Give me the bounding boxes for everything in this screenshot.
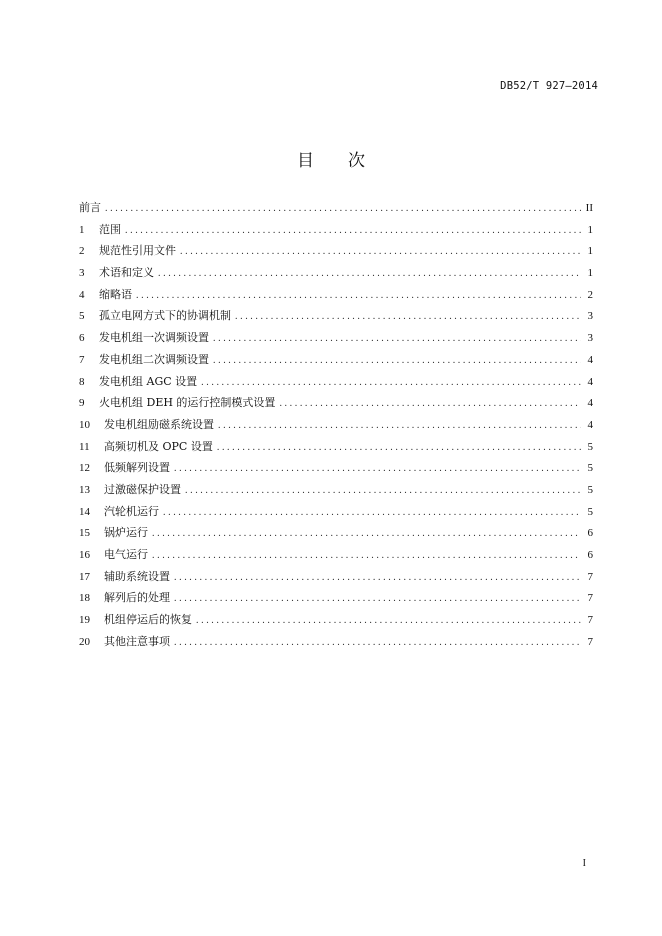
toc-entry-number: 10 [79,418,90,431]
toc-entry-number: 11 [79,440,90,453]
toc-entry-page: 7 [587,592,593,605]
toc-entry-5[interactable] [79,305,593,327]
toc-entry-number: 20 [79,635,90,648]
toc-entry-number: 4 [79,288,85,301]
toc-entry-number: 19 [79,614,90,627]
toc-entry-number: 9 [79,397,85,410]
toc-entry-label: 低频解列设置 [104,461,170,475]
toc-entry-number: 2 [79,245,85,258]
toc-leader-dots [125,220,581,241]
toc-entry-number: 6 [79,332,85,345]
toc-entry-20[interactable] [79,631,593,653]
toc-entry-label: 机组停运后的恢复 [104,613,192,627]
toc-entry-page: 6 [587,527,593,540]
toc-entry-page: 5 [587,505,593,518]
toc-entry-label: 解列后的处理 [104,591,170,605]
toc-entry-11[interactable] [79,436,593,458]
toc-entry-13[interactable] [79,479,593,501]
toc-entry-label: 发电机组二次调频设置 [99,352,209,366]
toc-entry-7[interactable] [79,349,593,371]
toc-leader-dots [174,458,581,479]
toc-entry-number: 18 [79,592,90,605]
toc-leader-dots [213,328,581,349]
toc-entry-page: 7 [587,614,593,627]
toc-entry-18[interactable] [79,587,593,609]
toc-leader-dots [279,393,581,414]
toc-entry-14[interactable] [79,501,593,523]
page-title-char-1: 目 [297,151,314,171]
toc-entry-label: 其他注意事项 [104,634,170,648]
toc-entry-1[interactable] [79,219,593,241]
toc-entry-page: 4 [587,397,593,410]
toc-leader-dots [180,241,581,262]
toc-entry-6[interactable] [79,327,593,349]
toc-entry-label: 孤立电网方式下的协调机制 [99,309,231,323]
toc-entry-page: 7 [587,635,593,648]
toc-entry-9[interactable] [79,392,593,414]
toc-entry-page: 3 [587,332,593,345]
toc-leader-dots [196,610,581,631]
toc-entry-label: 火电机组 DEH 的运行控制模式设置 [99,396,276,410]
toc-entry-16[interactable] [79,544,593,566]
toc-entry-page: 6 [587,549,593,561]
toc-entry-12[interactable] [79,457,593,479]
toc-entry-17[interactable] [79,566,593,588]
toc-entry-label: 前言 [79,201,101,214]
toc-entry-label: 规范性引用文件 [99,244,176,258]
toc-entry-page: 5 [587,440,593,453]
toc-leader-dots [218,415,581,436]
toc-leader-dots [158,263,581,284]
toc-entry-19[interactable] [79,609,593,631]
toc-leader-dots [185,480,581,501]
toc-entry-page: 2 [587,288,593,301]
page-title [0,146,662,171]
toc-entry-4[interactable] [79,284,593,306]
toc-leader-dots [174,567,581,588]
toc-entry-page: 5 [587,462,593,475]
toc-entry-number: 3 [79,267,85,280]
toc-entry-label: 高频切机及 OPC 设置 [104,439,213,453]
toc-entry-page: 3 [587,310,593,323]
toc-entry-label: 辅助系统设置 [104,569,170,583]
page-number: I [582,858,586,869]
toc-leader-dots [152,523,581,544]
toc-entry-page: 1 [587,245,593,258]
toc-leader-dots [201,372,581,393]
toc-entry-label: 锅炉运行 [104,526,148,540]
toc-entry-label: 缩略语 [99,287,132,301]
toc-entry-label: 过激磁保护设置 [104,482,181,496]
toc-entry-number: 15 [79,527,90,540]
toc-leader-dots [174,588,581,609]
toc-entry-page: 7 [587,570,593,583]
toc-entry-label: 汽轮机运行 [104,504,159,518]
toc-entry-page: 1 [587,267,593,280]
toc-entry-number: 16 [79,549,90,561]
toc-entry-label: 发电机组一次调频设置 [99,331,209,345]
toc-entry-2[interactable] [79,240,593,262]
toc-leader-dots [163,502,581,523]
page-title-char-2: 次 [348,151,365,171]
toc-entry-3[interactable] [79,262,593,284]
toc-entry-number: 7 [79,353,85,366]
toc-entry-number: 14 [79,505,90,518]
toc-entry-number: 5 [79,310,85,323]
toc-entry-label: 电气运行 [104,548,148,561]
toc-entry-number: 17 [79,570,90,583]
toc-entry-page: 1 [587,223,593,236]
toc-leader-dots [235,306,581,327]
toc-entry-label: 范围 [99,222,121,236]
toc-entry-page: II [585,202,593,214]
toc-entry-foreword[interactable] [79,197,593,219]
toc-leader-dots [217,437,581,458]
toc-entry-label: 术语和定义 [99,266,154,280]
toc-entry-page: 4 [587,418,593,431]
toc-entry-15[interactable] [79,522,593,544]
toc-entry-number: 8 [79,375,85,388]
toc-entry-number: 13 [79,483,90,496]
toc-leader-dots [152,545,581,566]
document-code: DB52/T 927—2014 [500,80,598,92]
toc-leader-dots [136,285,581,306]
toc-entry-page: 5 [587,483,593,496]
toc-leader-dots [105,198,581,219]
toc-entry-number: 1 [79,223,85,236]
toc-entry-page: 4 [587,375,593,388]
toc-entry-label: 发电机组 AGC 设置 [99,374,198,388]
toc-leader-dots [174,632,581,653]
toc-entry-10[interactable] [79,414,593,436]
toc-entry-8[interactable] [79,371,593,393]
toc-entry-page: 4 [587,353,593,366]
toc-entry-label: 发电机组励磁系统设置 [104,417,214,431]
toc-entry-number: 12 [79,462,90,475]
toc-leader-dots [213,350,581,371]
table-of-contents [79,197,593,652]
